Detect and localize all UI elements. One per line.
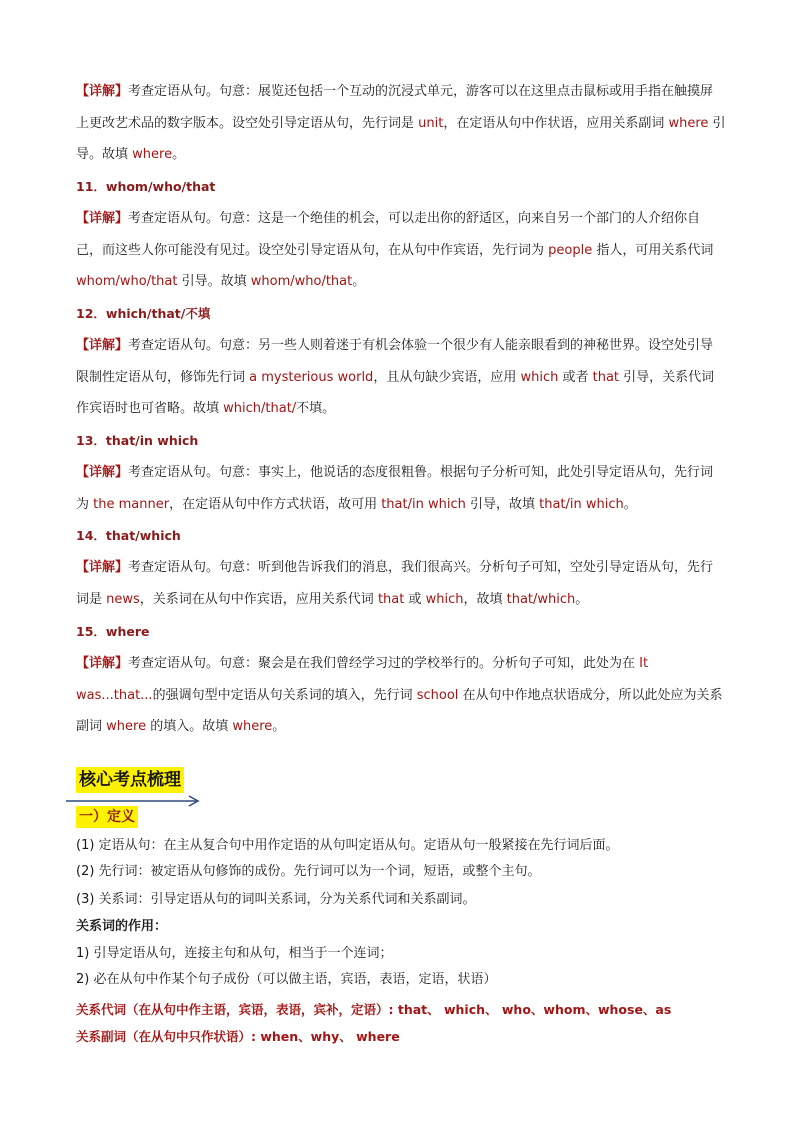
detail-tag: 【详解】 (76, 560, 129, 575)
answer-13: 13．that/in which (76, 433, 199, 448)
definition-title: 一）定义 (76, 806, 138, 828)
detail-tag: 【详解】 (76, 465, 129, 480)
explanation-12: 【详解】考查定语从句。句意：另一些人则着迷于有机会体验一个很少有人能亲眼看到的神秘世界。设空处引导限制性定语从句，修饰先行词 a mysterious world，且从句缺少宾语，应用 which 或者 that 引导，关系代词作宾语时也可省略。故填 which/that/不填。 (76, 338, 715, 416)
answer-11: 11．whom/who/that (76, 179, 216, 194)
role-item-2: 2) 必在从句中作某个句子成份（可以做主语，宾语，表语，定语，状语） (76, 972, 497, 987)
detail-tag: 【详解】 (76, 338, 129, 353)
definition-item-1: (1) 定语从句：在主从复合句中用作定语的从句叫定语从句。定语从句一般紧接在先行词后面。 (76, 838, 619, 853)
answer-15: 15．where (76, 624, 150, 639)
definition-item-2: (2) 先行词：被定语从句修饰的成份。先行词可以为一个词，短语，或整个主句。 (76, 864, 541, 879)
section-title: 核心考点梳理 (76, 767, 184, 793)
detail-tag: 【详解】 (76, 84, 129, 99)
answer-14: 14．that/which (76, 528, 181, 543)
definition-item-3: (3) 关系词：引导定语从句的词叫关系词，分为关系代词和关系副词。 (76, 892, 476, 907)
explanation-11: 【详解】考查定语从句。句意：这是一个绝佳的机会，可以走出你的舒适区，向来自另一个部门的人介绍你自己，而这些人你可能没有见过。设空处引导定语从句，在从句中作宾语，先行词为 people 指人，可用关系代词 whom/who/that 引导。故填 whom/who/that。 (76, 211, 714, 289)
answer-12: 12．which/that/不填 (76, 306, 211, 321)
detail-tag: 【详解】 (76, 656, 129, 671)
explanation-15: 【详解】考查定语从句。句意：聚会是在我们曾经学习过的学校举行的。分析句子可知，此处为在 It was...that...的强调句型中定语从句关系词的填入，先行词 school 在从句中作地点状语成分，所以此处应为关系副词 where 的填入。故填 where。 (76, 656, 723, 734)
relative-adverbs-line: 关系副词（在从句中只作状语）: when、why、 where (76, 1029, 400, 1044)
explanation-10: 【详解】考查定语从句。句意：展览还包括一个互动的沉浸式单元，游客可以在这里点击鼠标或用手指在触摸屏上更改艺术品的数字版本。设空处引导定语从句，先行词是 unit，在定语从句中作状语，应用关系副词 where 引导。故填 where。 (76, 84, 726, 162)
explanation-13: 【详解】考查定语从句。句意：事实上，他说话的态度很粗鲁。根据句子分析可知，此处引导定语从句，先行词为 the manner，在定语从句中作方式状语，故可用 that/in which 引导，故填 that/in which。 (76, 465, 714, 512)
role-item-1: 1) 引导定语从句，连接主句和从句，相当于一个连词； (76, 946, 393, 961)
relative-pronouns-line: 关系代词（在从句中作主语，宾语，表语，宾补，定语）: that、 which、 who、whom、whose、as (76, 1002, 672, 1017)
explanation-14: 【详解】考查定语从句。句意：听到他告诉我们的消息，我们很高兴。分析句子可知，空处引导定语从句，先行词是 news，关系词在从句中作宾语，应用关系代词 that 或 which，故填 that/which。 (76, 560, 714, 607)
detail-tag: 【详解】 (76, 211, 129, 226)
role-title: 关系词的作用： (76, 919, 168, 934)
